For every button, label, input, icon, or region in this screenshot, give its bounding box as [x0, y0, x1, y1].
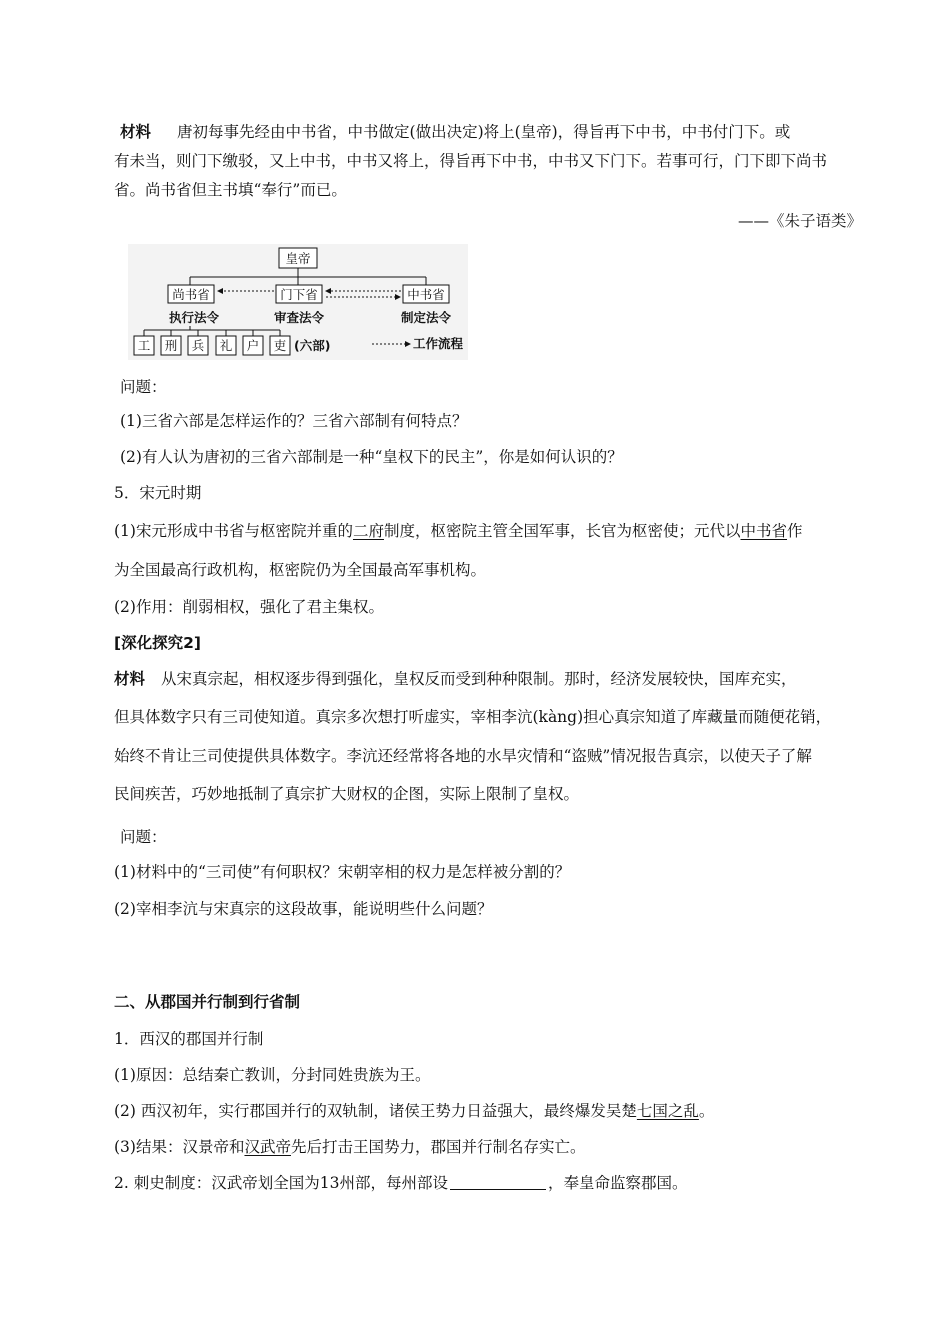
section-2-p2-b: 。	[698, 1102, 715, 1120]
menxia-label: 门下省	[280, 287, 318, 302]
questions-1-title: 问题：	[120, 378, 167, 396]
material-1-line-2: 有未当，则门下缴驳，又上中书，中书又将上，得旨再下中书，中书又下门下。若事可行，门下即下尚书	[114, 152, 828, 170]
ministry-libu: 吏	[273, 338, 287, 353]
ministry-li: 礼	[219, 338, 233, 353]
section-2-p2-a: (2) 西汉初年，实行郡国并行的双轨制，诸侯王势力日益强大，最终爆发吴楚	[114, 1102, 637, 1120]
section-2-p2-underlined: 七国之乱	[636, 1102, 699, 1120]
question-1-2: (2)有人认为唐初的三省六部制是一种“皇权下的民主”，你是如何认识的？	[120, 448, 623, 466]
song-p1-line-2: 为全国最高行政机构，枢密院仍为全国最高军事机构。	[114, 561, 487, 579]
fill-in-blank[interactable]	[450, 1174, 546, 1190]
legend-label: 工作流程	[413, 336, 464, 351]
song-p1-c: 作	[787, 522, 803, 540]
section-2-cishi-a: 2. 刺史制度：汉武帝划全国为13州部，每州部设	[114, 1174, 448, 1192]
three-departments-diagram	[128, 244, 468, 360]
ministries-label: (六部)	[294, 338, 331, 353]
ministry-bing: 兵	[191, 338, 205, 353]
section-2-title: 二、从郡国并行制到行省制	[114, 993, 301, 1011]
explore-2-line-3: 始终不肯让三司使提供具体数字。李沆还经常将各地的水旱灾情和“盗贼”情况报告真宗，以使天子了解	[114, 747, 812, 765]
song-p1-b: 制度，枢密院主管全国军事，长官为枢密使；元代以	[383, 522, 741, 540]
zhongshu-role: 制定法令	[400, 310, 452, 325]
explore-2-line-1	[114, 668, 797, 690]
section-2-cause: (1)原因：总结秦亡教训，分封同姓贵族为王。	[114, 1066, 431, 1084]
song-p1-line-1	[114, 520, 803, 542]
explore-2-text: 从宋真宗起，相权逐步得到强化，皇权反而受到种种限制。那时，经济发展较快，国库充实，	[161, 670, 797, 688]
questions-2-title: 问题：	[120, 828, 167, 846]
question-2-2: (2)宰相李沆与宋真宗的这段故事，能说明些什么问题？	[114, 900, 493, 918]
song-p1-a: (1)宋元形成中书省与枢密院并重的	[114, 522, 353, 540]
explore-2-line-4: 民间疾苦，巧妙地抵制了真宗扩大财权的企图，实际上限制了皇权。	[114, 785, 580, 803]
ministry-gong: 工	[137, 338, 151, 353]
section-2-p3-a: (3)结果：汉景帝和	[114, 1138, 245, 1156]
shangshu-role: 执行法令	[168, 310, 220, 325]
explore-2-heading: [深化探究2]	[114, 634, 201, 652]
section-2-p2	[114, 1100, 714, 1122]
explore-2-line-2: 但具体数字只有三司使知道。真宗多次想打听虚实，宰相李沆(kàng)担心真宗知道了库藏量而随便花销，	[114, 708, 832, 726]
shangshu-label: 尚书省	[172, 287, 210, 302]
question-2-1: (1)材料中的“三司使”有何职权？宋朝宰相的权力是怎样被分割的？	[114, 863, 571, 881]
question-1-1: (1)三省六部是怎样运作的？三省六部制有何特点？	[120, 412, 468, 430]
material-1-line-3: 省。尚书省但主书填“奉行”而已。	[114, 181, 347, 199]
section-2-subheading: 1．西汉的郡国并行制	[114, 1030, 264, 1048]
section-2-p3-b: 先后打击王国势力，郡国并行制名存实亡。	[290, 1138, 586, 1156]
song-heading: 5．宋元时期	[114, 484, 202, 502]
menxia-role: 审查法令	[273, 310, 325, 325]
section-2-cishi-b: ，奉皇命监察郡国。	[547, 1174, 688, 1192]
material-source: ——《朱子语类》	[737, 212, 862, 230]
ministry-hu: 户	[246, 338, 260, 353]
explore-2-label: 材料	[114, 670, 146, 688]
section-2-p3-underlined: 汉武帝	[244, 1138, 291, 1156]
material-1-line-1	[120, 121, 790, 143]
song-p2: (2)作用：削弱相权，强化了君主集权。	[114, 598, 384, 616]
zhongshu-label: 中书省	[407, 287, 445, 302]
ministry-xing: 刑	[164, 338, 178, 353]
material-text: 唐初每事先经由中书省，中书做定(做出决定)将上(皇帝)，得旨再下中书，中书付门下。或	[177, 123, 791, 141]
song-p1-underlined-2: 中书省	[740, 522, 788, 540]
section-2-p3	[114, 1136, 586, 1158]
emperor-label: 皇帝	[285, 251, 311, 266]
song-p1-underlined-1: 二府	[352, 522, 384, 540]
material-label: 材料	[120, 123, 152, 141]
section-2-cishi	[114, 1172, 687, 1194]
